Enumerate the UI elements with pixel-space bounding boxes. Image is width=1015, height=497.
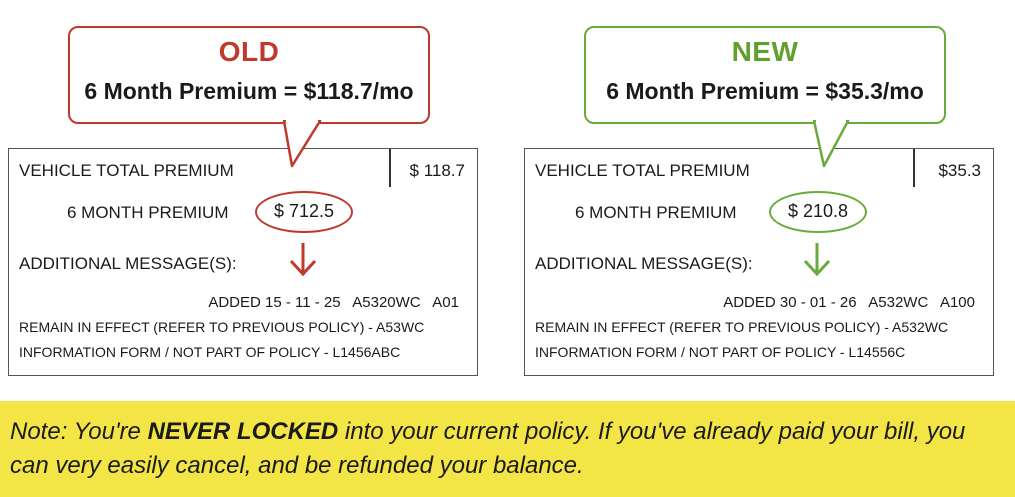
column-divider — [913, 149, 915, 187]
arrow-down-icon — [287, 241, 319, 277]
vehicle-total-label: VEHICLE TOTAL PREMIUM — [19, 161, 234, 180]
column-divider — [389, 149, 391, 187]
note-banner — [0, 401, 1015, 497]
six-month-value: $ 712.5 — [255, 191, 353, 233]
old-policy-panel — [8, 0, 488, 390]
remain-in-effect-line: REMAIN IN EFFECT (REFER TO PREVIOUS POLICY) - A53WC — [19, 319, 425, 335]
six-month-label: 6 MONTH PREMIUM — [575, 203, 737, 222]
old-monthly-premium: 6 Month Premium = $118.7/mo — [84, 78, 414, 104]
arrow-down-icon — [801, 241, 833, 277]
new-callout — [584, 26, 946, 124]
new-policy-panel — [524, 0, 1004, 390]
additional-messages-label: ADDITIONAL MESSAGE(S): — [535, 254, 753, 273]
additional-messages-label: ADDITIONAL MESSAGE(S): — [19, 254, 237, 273]
old-heading: OLD — [218, 36, 280, 67]
remain-in-effect-line: REMAIN IN EFFECT (REFER TO PREVIOUS POLICY) - A532WC — [535, 319, 949, 335]
new-policy-document — [524, 148, 994, 376]
six-month-value: $ 210.8 — [769, 191, 867, 233]
added-line: ADDED 15 - 11 - 25 A5320WC A01 — [208, 294, 459, 311]
information-form-line: INFORMATION FORM / NOT PART OF POLICY - L14556C — [535, 344, 906, 360]
vehicle-total-label: VEHICLE TOTAL PREMIUM — [535, 161, 750, 180]
note-rest: into your current policy. If you've already paid your bill, you can very easily cancel, and be refunded your balance. — [10, 418, 966, 479]
new-heading: NEW — [731, 36, 799, 67]
old-callout — [68, 26, 430, 124]
six-month-label: 6 MONTH PREMIUM — [67, 203, 229, 222]
old-callout-tail — [280, 120, 340, 170]
note-emphasis: NEVER LOCKED — [147, 418, 339, 445]
vehicle-total-value: $ 118.7 — [409, 161, 465, 180]
information-form-line: INFORMATION FORM / NOT PART OF POLICY - L1456ABC — [19, 344, 401, 360]
new-callout-tail — [810, 120, 870, 170]
note-lead: Note: You're — [10, 418, 148, 445]
old-policy-document — [8, 148, 478, 376]
vehicle-total-value: $35.3 — [938, 161, 981, 180]
added-line: ADDED 30 - 01 - 26 A532WC A100 — [723, 294, 975, 311]
new-monthly-premium: 6 Month Premium = $35.3/mo — [606, 78, 924, 104]
